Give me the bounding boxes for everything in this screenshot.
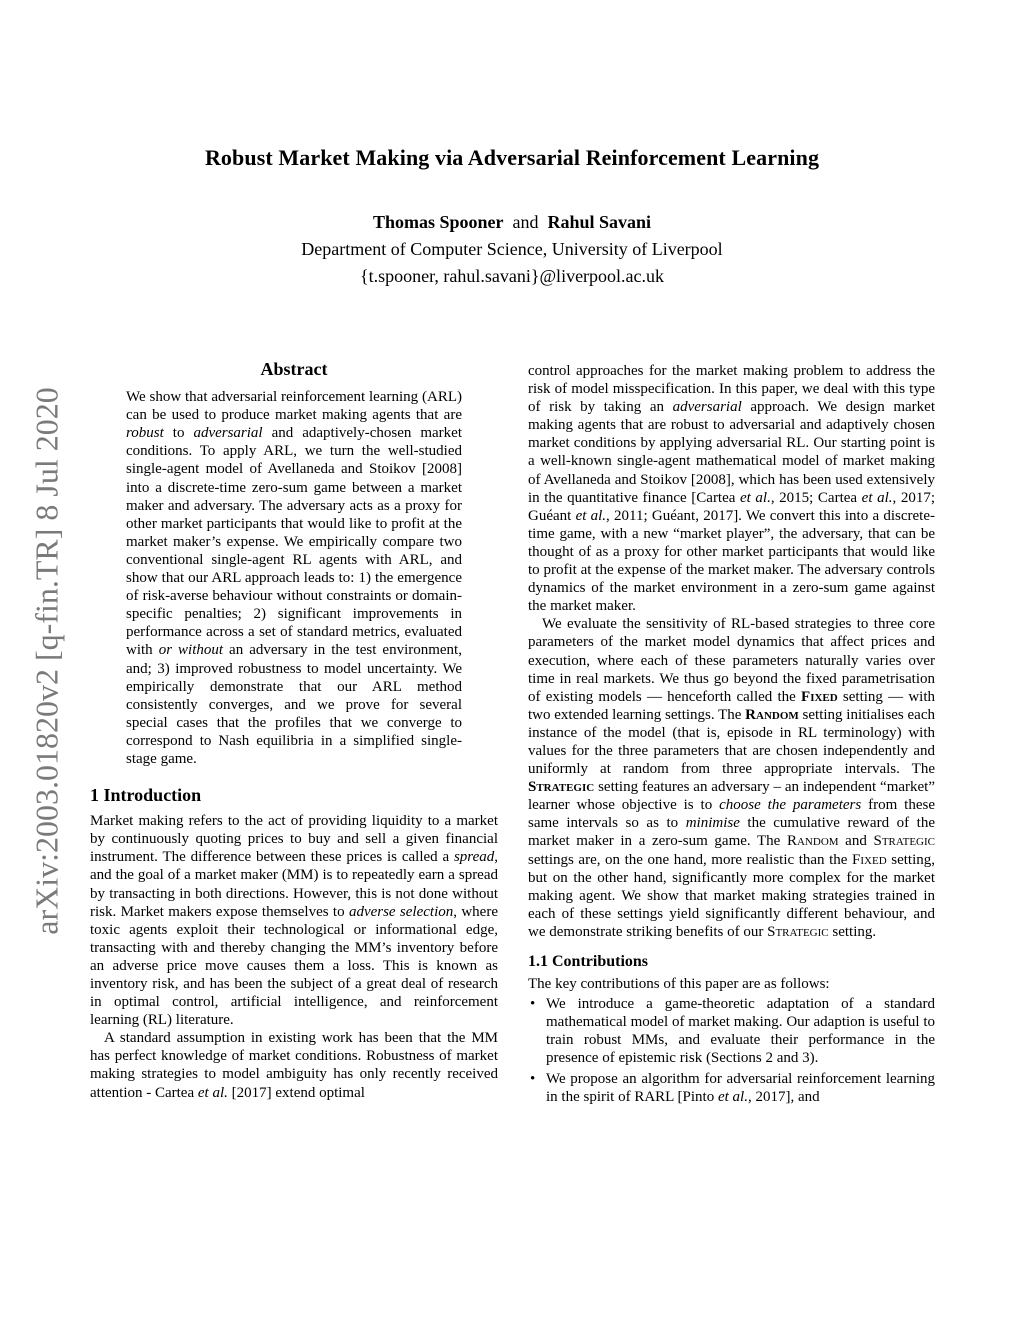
- abstract-heading: Abstract: [260, 359, 328, 379]
- author-block: [0, 209, 1024, 290]
- bullet-icon: •: [530, 996, 536, 1013]
- author-separator: and: [512, 212, 539, 232]
- paragraph: Market making refers to the act of providing liquidity to a market by continuously quoting prices to buy and sell a given financial instrument. The difference between these prices is called a spread, and the goal of a market maker (MM) is to repeatedly earn a spread by transacting in both directions. However, this is not done without risk. Market makers expose themselves to adverse selection, where toxic agents exploit their technological or informational edge, transacting with and thereby changing the MM’s inventory before an adverse price move causes them a loss. This is known as inventory risk, and has been the subject of a great deal of research in optimal control, artificial intelligence, and reinforcement learning (RL) literature.: [90, 813, 498, 1029]
- right-column: [528, 362, 935, 1108]
- list-item: • We propose an algorithm for adversarial reinforcement learning in the spirit of RARL [Pinto et al., 2017], and: [530, 1070, 935, 1105]
- abstract: [126, 360, 462, 768]
- paragraph: We evaluate the sensitivity of RL-based strategies to three core parameters of the market model dynamics that affect prices and execution, where each of these parameters naturally varies over time in real markets. We thus go beyond the fixed parametrisation of existing models — henceforth called the Fixed setting — with two extended learning settings. The Random setting initialises each instance of the model (that is, episode in RL terminology) with values for the three parameters that are chosen independently and uniformly at random from three appropriate intervals. The Strategic setting features an adversary – an independent “market” learner whose objective is to choose the parameters from these same intervals so as to minimise the cumulative reward of the market maker in a zero-sum game. The Random and Strategic settings are, on the one hand, more realistic than the Fixed setting, but on the other hand, significantly more complex for the market making agent. We show that market making strategies trained in each of these settings yield significantly different behaviour, and we demonstrate striking benefits of our Strategic setting.: [528, 616, 936, 940]
- email: {t.spooner, rahul.savani}@liverpool.ac.uk: [359, 266, 665, 286]
- arxiv-stamp: arXiv:2003.01820v2 [q-fin.TR] 8 Jul 2020: [28, 387, 65, 935]
- affiliation: Department of Computer Science, University of Liverpool: [301, 239, 723, 259]
- paper-title: Robust Market Making via Adversarial Reinforcement Learning: [204, 145, 820, 170]
- bullet-icon: •: [530, 1070, 536, 1087]
- paragraph: A standard assumption in existing work has been that the MM has perfect knowledge of market conditions. Robustness of market making strategies to model ambiguity has only recently received attention - Cartea et al. [2017] extend optimal: [90, 1030, 498, 1101]
- section-heading-introduction: 1 Introduction: [90, 785, 202, 806]
- abstract-text: We show that adversarial reinforcement learning (ARL) can be used to produce market making agents that are robust to adversarial and adaptively-chosen market conditions. To apply ARL, we turn the well-studied single-agent model of Avellaneda and Stoikov [2008] into a discrete-time zero-sum game between a market maker and adversary. The adversary acts as a proxy for other market participants that would like to profit at the market maker’s expense. We empirically compare two conventional single-agent RL agents with ARL, and show that our ARL approach leads to: 1) the emergence of risk-averse behaviour without constraints or domain-specific penalties; 2) significant improvements in performance across a set of standard metrics, evaluated with or without an adversary in the test environment, and; 3) improved robustness to model uncertainty. We empirically demonstrate that our ARL method consistently converges, and we prove for several special cases that the profiles that we converge to correspond to Nash equilibria in a simplified single-stage game.: [126, 389, 462, 767]
- author-name: Thomas Spooner: [372, 212, 504, 232]
- author-line: [0, 209, 1024, 236]
- left-column: [90, 360, 498, 1102]
- paragraph: The key contributions of this paper are as follows:: [528, 976, 830, 993]
- list-item: • We introduce a game-theoretic adaptation of a standard mathematical model of market making. Our adaption is useful to train robust MMs, and evaluate their performance in the presence of epistemic risk (Sections 2 and 3).: [530, 996, 935, 1067]
- contributions-list: [528, 995, 935, 1106]
- author-name: Rahul Savani: [547, 212, 652, 232]
- paragraph: control approaches for the market making problem to address the risk of model misspecification. In this paper, we deal with this type of risk by taking an adversarial approach. We design market making agents that are robust to adversarial and adaptively chosen market conditions by applying adversarial RL. Our starting point is a well-known single-agent mathematical model of market making of Avellaneda and Stoikov [2008], which has been used extensively in the quantitative finance [Cartea et al., 2015; Cartea et al., 2017; Guéant et al., 2011; Guéant, 2017]. We convert this into a discrete-time game, with a new “market player”, the adversary, that can be thought of as a proxy for other market participants that would like to profit at the expense of the market maker. The adversary controls dynamics of the market environment in a zero-sum game against the market maker.: [528, 363, 936, 615]
- subsection-heading-contributions: 1.1 Contributions: [528, 953, 649, 970]
